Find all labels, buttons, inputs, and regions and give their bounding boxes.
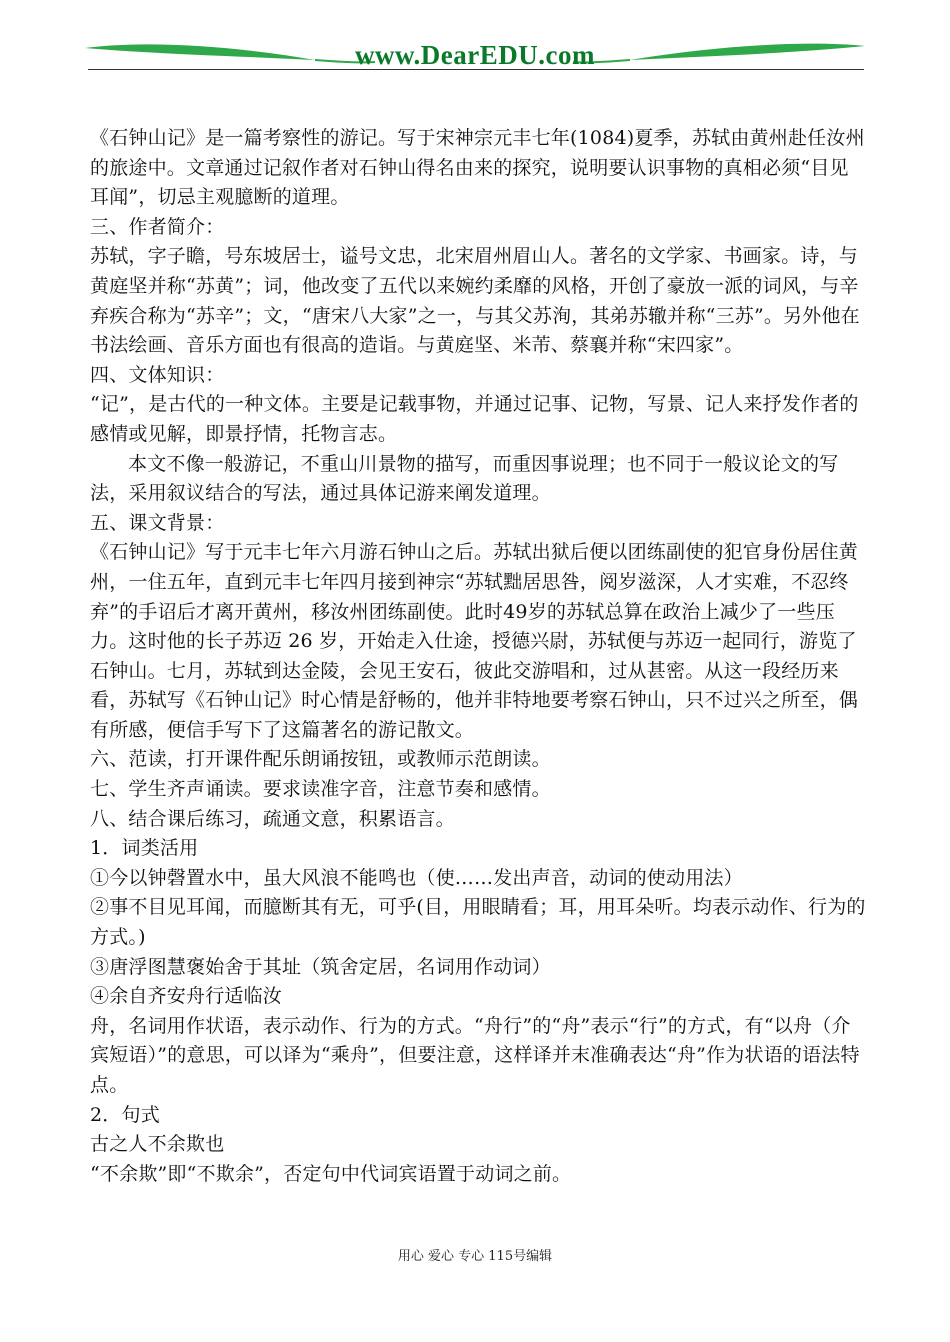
paragraph: ①今以钟磬置水中，虽大风浪不能鸣也（使……发出声音，动词的使动用法） [90, 866, 743, 889]
paragraph: 苏轼，字子瞻，号东坡居士，谥号文忠，北宋眉州眉山人。著名的文学家、书画家。诗，与黄庭坚并称“苏黄”；词，他改变了五代以来婉约柔靡的风格，开创了豪放一派的词风，与辛弃疾合称为“苏辛”；文，“唐宋八大家”之一，与其父苏洵，其弟苏辙并称“三苏”。另外他在书法绘画、音乐方面也有很高的造诣。与黄庭坚、米芾、蔡襄并称“宋四家”。 [90, 245, 860, 357]
paragraph: 1．词类活用 [90, 837, 199, 860]
page-footer: 用心 爱心 专心 115号编辑 [397, 1249, 553, 1264]
paragraph: 《石钟山记》是一篇考察性的游记。写于宋神宗元丰七年(1084)夏季，苏轼由黄州赴任汝州的旅途中。文章通过记叙作者对石钟山得名由来的探究，说明要认识事物的真相必须“目见耳闻”，切忌主观臆断的道理。 [90, 127, 865, 209]
site-header [85, 38, 865, 72]
paragraph: 七、学生齐声诵读。要求读准字音，注意节奏和感情。 [90, 778, 551, 801]
paragraph: ④余自齐安舟行适临汝 [90, 985, 283, 1008]
paragraph: 2．句式 [90, 1103, 160, 1126]
paragraph: 本文不像一般游记，不重山川景物的描写，而重因事说理；也不同于一般议论文的写法，采用叙议结合的写法，通过具体记游来阐发道理。 [90, 452, 839, 505]
paragraph: 三、作者简介： [90, 215, 225, 238]
paragraph: 八、结合课后练习，疏通文意，积累语言。 [90, 807, 455, 830]
paragraph: “记”，是古代的一种文体。主要是记载事物，并通过记事、记物，写景、记人来抒发作者的感情或见解，即景抒情，托物言志。 [90, 393, 859, 445]
document-body [90, 124, 866, 1189]
paragraph: 五、课文背景： [90, 511, 225, 534]
paragraph: “不余欺”即“不欺余”，否定句中代词宾语置于动词之前。 [90, 1162, 572, 1185]
paragraph: 四、文体知识： [90, 363, 225, 386]
header-divider [88, 69, 864, 70]
paragraph: ③唐浮图慧褒始舍于其址（筑舍定居，名词用作动词） [90, 955, 551, 978]
paragraph: ②事不目见耳闻，而臆断其有无，可乎(目，用眼睛看；耳，用耳朵听。均表示动作、行为的方式。) [90, 896, 866, 949]
paragraph: 舟，名词用作状语，表示动作、行为的方式。“舟行”的“舟”表示“行”的方式，有“以舟（介宾短语）”的意思，可以译为“乘舟”，但要注意，这样译并末准确表达“舟”作为状语的语法特点。 [90, 1014, 860, 1096]
paragraph: 古之人不余欺也 [90, 1133, 225, 1156]
paragraph: 《石钟山记》写于元丰七年六月游石钟山之后。苏轼出狱后便以团练副使的犯官身份居住黄州，一住五年，直到元丰七年四月接到神宗“苏轼黜居思咎，阅岁滋深，人才实难，不忍终弃”的手诏后才离开黄州，移汝州团练副使。此时49岁的苏轼总算在政治上减少了一些压力。这时他的长子苏迈 26 岁，开始走入仕途，授德兴尉，苏轼便与苏迈一起同行，游览了石钟山。七月，苏轼到达金陵，会见王安石，彼此交游唱和，过从甚密。从这一段经历来看，苏轼写《石钟山记》时心情是舒畅的，他并非特地要考察石钟山，只不过兴之所至，偶有所感，便信手写下了这篇著名的游记散文。 [90, 541, 859, 741]
paragraph: 六、范读，打开课件配乐朗诵按钮，或教师示范朗读。 [90, 748, 551, 771]
site-logo-text: www.DearEDU.com [355, 40, 595, 70]
